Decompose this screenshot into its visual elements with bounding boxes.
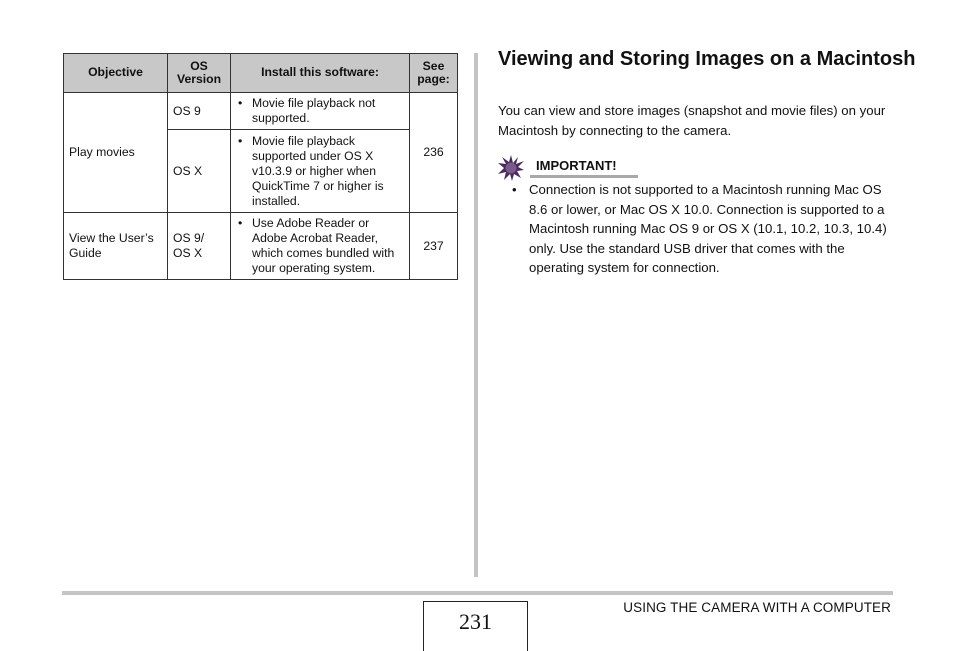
software-item: • Use Adobe Reader or Adobe Acrobat Reader, which comes bundled with your operating system.	[236, 216, 404, 276]
page-ref-cell: 236	[410, 93, 458, 213]
header-os-version: OS Version	[168, 54, 231, 93]
page-number: 231	[423, 601, 528, 651]
important-underline	[530, 175, 638, 178]
column-divider	[474, 53, 478, 577]
section-intro: You can view and store images (snapshot and movie files) on your Macintosh by connecting to the camera.	[498, 103, 886, 138]
os-cell: OS 9	[168, 93, 231, 130]
software-cell	[231, 130, 410, 213]
objective-cell: Play movies	[64, 93, 168, 213]
footer-caption: USING THE CAMERA WITH A COMPUTER	[623, 600, 891, 615]
important-label: IMPORTANT!	[536, 158, 617, 173]
os-cell: OS X	[168, 130, 231, 213]
table-row	[64, 213, 458, 280]
os-cell: OS 9/ OS X	[168, 213, 231, 280]
table-header-row	[64, 54, 458, 93]
software-cell	[231, 93, 410, 130]
software-item: • Movie file playback not supported.	[236, 96, 404, 126]
section-title: Viewing and Storing Images on a Macintosh	[498, 48, 916, 70]
header-install-software: Install this software:	[231, 54, 410, 93]
important-list	[512, 180, 892, 278]
table-row	[64, 93, 458, 130]
software-cell	[231, 213, 410, 280]
header-objective: Objective	[64, 54, 168, 93]
software-item: • Movie file playback supported under OS X v10.3.9 or higher when QuickTime 7 or higher is installed.	[236, 134, 404, 209]
footer-rule	[62, 591, 893, 595]
header-see-page: See page:	[410, 54, 458, 93]
list-item: • Connection is not supported to a Macintosh running Mac OS 8.6 or lower, or Mac OS X 10.0. Connection is supported to a Macintosh running Mac OS 9 or OS X (10.1, 10.2, 10.3, 10.4) only. Use the standard USB driver that comes with the operating system for connection.	[512, 180, 892, 278]
software-table	[63, 53, 458, 280]
burst-icon	[498, 155, 524, 181]
important-callout	[498, 155, 648, 181]
page-ref-cell: 237	[410, 213, 458, 280]
objective-cell: View the User’s Guide	[64, 213, 168, 280]
